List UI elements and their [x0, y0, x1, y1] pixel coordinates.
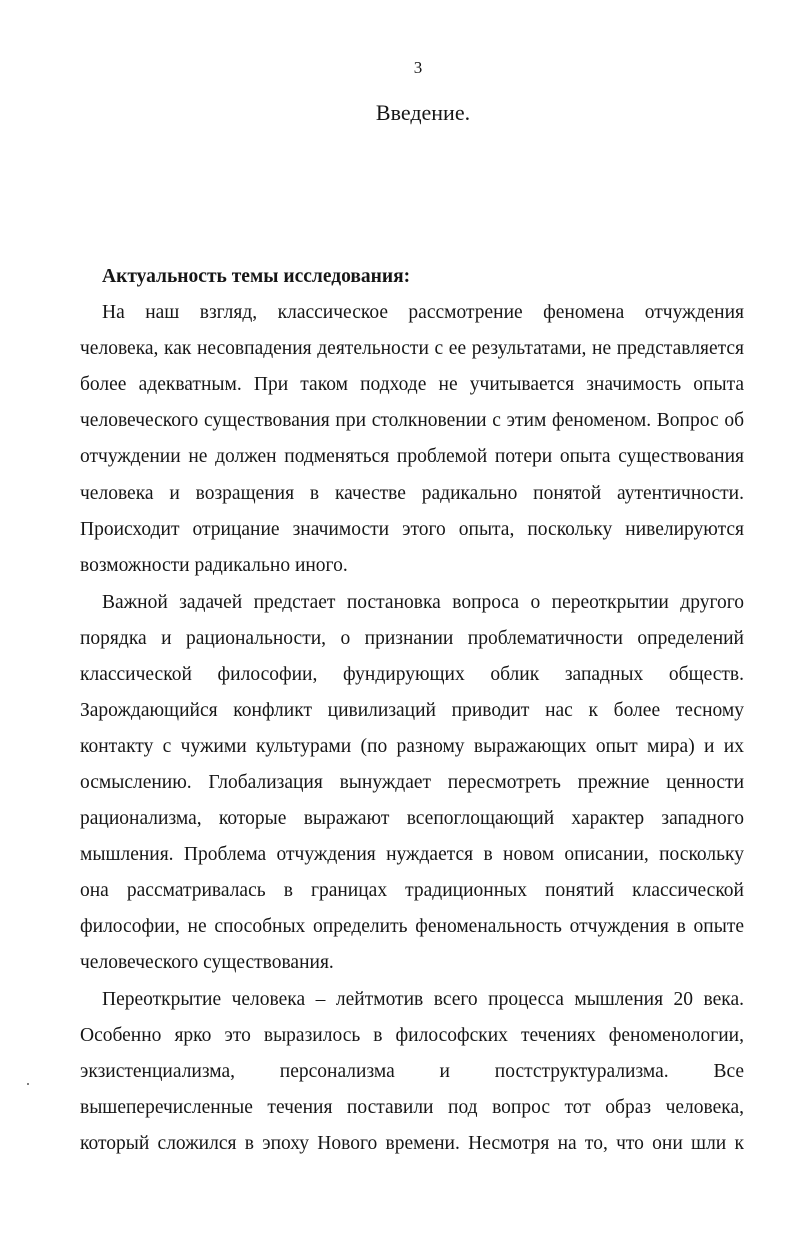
text-line: философии, не способных определить феноменальность отчуждения в опыте	[80, 916, 744, 937]
text-line: человека, как несовпадения деятельности с ее результатами, не представляется	[80, 338, 744, 359]
text-line: осмыслению. Глобализация вынуждает пересмотреть прежние ценности	[80, 772, 744, 793]
text-line: человеческого существования.	[80, 952, 334, 973]
text-line: контакту с чужими культурами (по разному выражающих опыт мира) и их	[80, 736, 744, 757]
page-title: Введение.	[375, 100, 471, 125]
text-line: порядка и рациональности, о признании проблематичности определений	[80, 628, 744, 649]
text-line: возможности радикально иного.	[80, 555, 348, 576]
text-line: вышеперечисленные течения поставили под вопрос тот образ человека,	[80, 1097, 744, 1118]
text-line: Зарождающийся конфликт цивилизаций приводит нас к более тесному	[80, 700, 744, 721]
text-line: человека и возращения в качестве радикально понятой аутентичности.	[80, 483, 744, 504]
text-line: человеческого существования при столкновении с этим феноменом. Вопрос об	[80, 410, 744, 431]
text-line: более адекватным. При таком подходе не учитывается значимость опыта	[80, 374, 744, 395]
text-line: отчуждении не должен подменяться проблемой потери опыта существования	[80, 446, 744, 467]
page-number: 3	[413, 58, 423, 77]
section-heading: Актуальность темы исследования:	[102, 266, 411, 287]
text-line: классической философии, фундирующих облик западных обществ.	[80, 664, 744, 685]
text-line: мышления. Проблема отчуждения нуждается в новом описании, поскольку	[80, 844, 744, 865]
text-line: Происходит отрицание значимости этого опыта, поскольку нивелируются	[80, 519, 744, 540]
text-line: Особенно ярко это выразилось в философских течениях феноменологии,	[80, 1025, 744, 1046]
text-line: На наш взгляд, классическое рассмотрение феномена отчуждения	[102, 302, 744, 323]
scan-speck	[27, 1083, 29, 1085]
text-line: рационализма, которые выражают всепоглощающий характер западного	[80, 808, 744, 829]
text-line: экзистенциализма, персонализма и постструктурализма. Все	[80, 1061, 744, 1082]
text-line: который сложился в эпоху Нового времени. Несмотря на то, что они шли к	[80, 1133, 744, 1154]
text-line: Переоткрытие человека – лейтмотив всего процесса мышления 20 века.	[102, 989, 744, 1010]
text-line: она рассматривалась в границах традиционных понятий классической	[80, 880, 744, 901]
text-line: Важной задачей предстает постановка вопроса о переоткрытии другого	[102, 592, 744, 613]
